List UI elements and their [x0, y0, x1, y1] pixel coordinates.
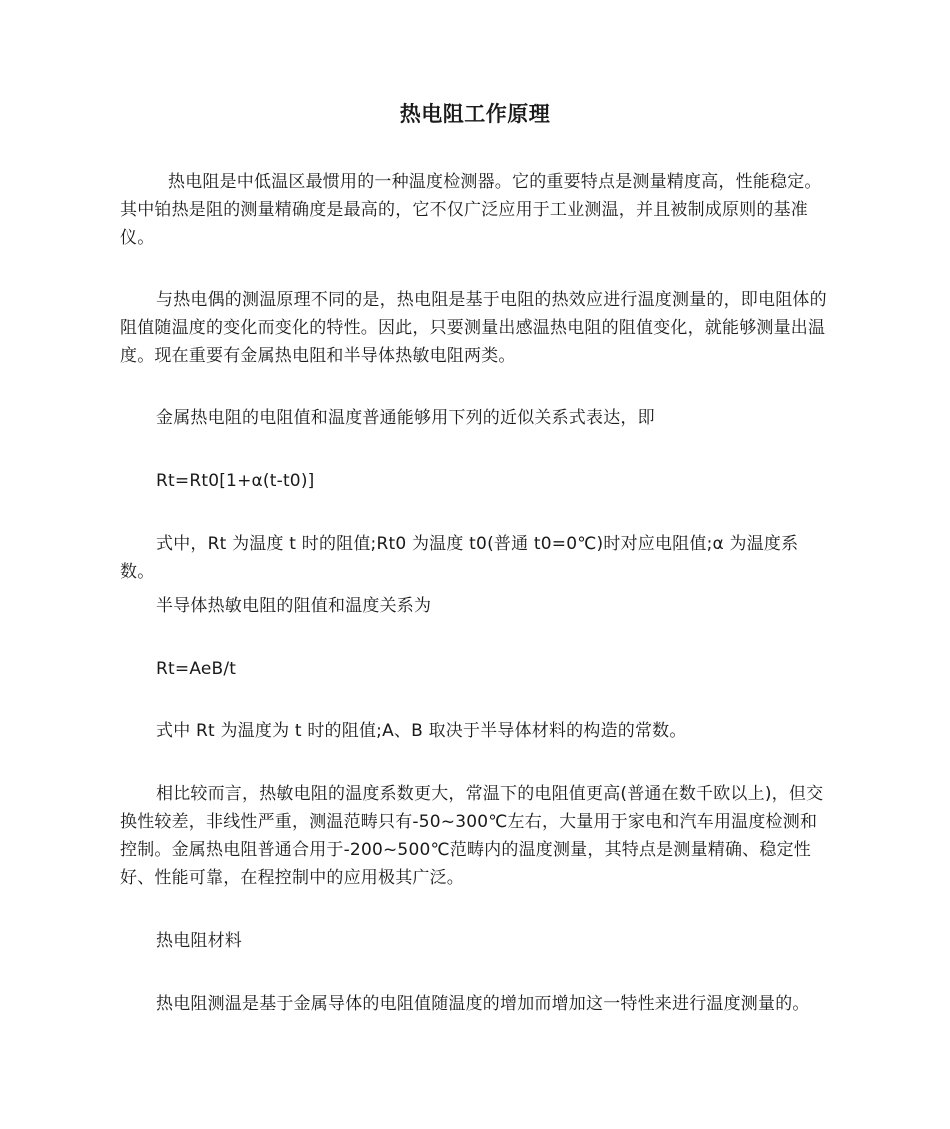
- paragraph-materials: 热电阻测温是基于金属导体的电阻值随温度的增加而增加这一特性来进行温度测量的。: [156, 994, 810, 1014]
- formula-metal: Rt=Rt0[1+α(t-t0)]: [156, 471, 315, 491]
- paragraph-principle: 与热电偶的测温原理不同的是，热电阻是基于电阻的热效应进行温度测量的，即电阻体的阻值随温度的变化而变化的特性。因此，只要测量出感温热电阻的阻值变化，就能够测量出温度。现在重要有金属热电阻和半导体热敏电阻两类。: [120, 290, 827, 366]
- paragraph-metal-symbols: 式中，Rt 为温度 t 时的阻值;Rt0 为温度 t0(普通 t0=0℃)时对应电阻值;α 为温度系数。: [120, 534, 799, 582]
- paragraph-metal-relation: 金属热电阻的电阻值和温度普通能够用下列的近似关系式表达，即: [156, 408, 655, 428]
- paragraph-comparison: 相比较而言，热敏电阻的温度系数更大，常温下的电阻值更高(普通在数千欧以上)，但交换性较差，非线性严重，测温范畴只有-50~300℃左右，大量用于家电和汽车用温度检测和控制。金属热电阻普通合用于-200~500℃范畴内的温度测量，其特点是测量精确、稳定性好、性能可靠，在程控制中的应用极其广泛。: [120, 784, 824, 888]
- paragraph-semiconductor-symbols: 式中 Rt 为温度为 t 时的阻值;A、B 取决于半导体材料的构造的常数。: [156, 721, 687, 741]
- section-heading-materials: 热电阻材料: [156, 931, 242, 951]
- paragraph-intro: 热电阻是中低温区最惯用的一种温度检测器。它的重要特点是测量精度高，性能稳定。其中铂热是阻的测量精确度是最高的，它不仅广泛应用于工业测温，并且被制成原则的基准仪。: [120, 172, 822, 248]
- formula-semiconductor: Rt=AeB/t: [156, 659, 237, 679]
- page-title: 热电阻工作原理: [399, 102, 551, 126]
- paragraph-semiconductor-relation: 半导体热敏电阻的阻值和温度关系为: [156, 596, 432, 616]
